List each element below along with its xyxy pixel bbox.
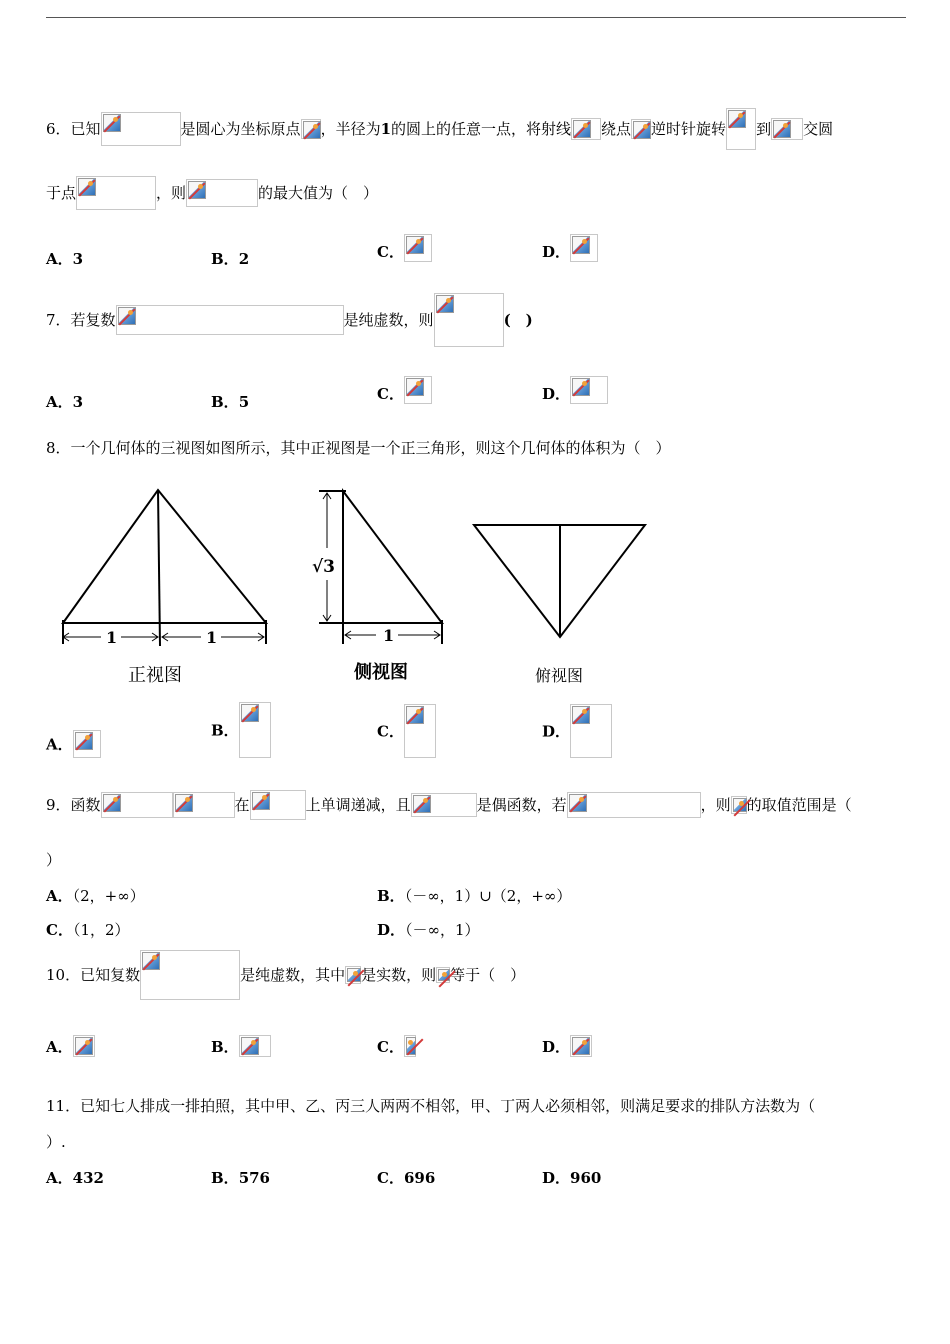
formula-image-icon: [731, 796, 747, 814]
q7-option-d: D．: [542, 376, 608, 404]
front-dim-left: 1: [106, 628, 118, 647]
q8-stem: 8．一个几何体的三视图如图所示，其中正视图是一个正三角形，则这个几何体的体积为（ ）: [46, 439, 671, 457]
formula-image-icon: [140, 950, 240, 1000]
formula-image-icon: [186, 179, 258, 207]
front-view: [63, 490, 266, 646]
q6-text: ，半径为: [320, 120, 381, 138]
formula-image-icon: [345, 966, 361, 984]
q10-option-b: B．: [211, 1035, 271, 1057]
formula-image-icon: [404, 376, 432, 404]
q11-option-a: A．432: [46, 1169, 104, 1187]
q6-text: 是圆心为坐标原点: [180, 120, 301, 138]
formula-image-icon: [250, 790, 306, 820]
q10-text: 10．已知复数: [46, 966, 141, 984]
q6-option-d: D．: [542, 234, 598, 262]
formula-image-icon: [76, 176, 156, 210]
q10-text: 等于（ ）: [450, 966, 526, 984]
q8-option-c: C．: [377, 704, 436, 758]
q6-line1: [46, 108, 833, 150]
formula-image-icon: [239, 702, 271, 758]
q6-text: 绕点: [601, 120, 632, 138]
q11-option-c: C．696: [377, 1169, 436, 1187]
formula-image-icon: [631, 119, 651, 139]
q10-text: 是纯虚数，其中: [240, 966, 346, 984]
formula-image-icon: [173, 792, 235, 818]
q6-text: 到: [756, 120, 772, 138]
q10-option-a: A．: [46, 1035, 95, 1057]
formula-image-icon: [436, 967, 450, 983]
q7-text: 7．若复数: [46, 311, 116, 329]
q11-line2: ）.: [46, 1133, 66, 1151]
formula-image-icon: [411, 793, 477, 817]
q8-option-b: B．: [211, 702, 271, 758]
q9-text: 在: [234, 796, 250, 814]
formula-image-icon: [570, 234, 598, 262]
q9-line1: [46, 790, 852, 820]
q9-text: 9．函数: [46, 796, 101, 814]
q6-text: 的最大值为（ ）: [258, 184, 379, 202]
q9-text: 是偶函数，若: [476, 796, 567, 814]
formula-image-icon: [116, 305, 344, 335]
formula-image-icon: [434, 293, 504, 347]
q7-text: ( ): [503, 311, 533, 329]
q7-line1: [46, 293, 533, 347]
three-view-figure: [46, 480, 666, 695]
q8-option-a: A．: [46, 730, 101, 758]
q9-option-b: B．（－∞，1）∪（2，+∞）: [377, 887, 572, 905]
q9-option-a: A．（2，+∞）: [46, 887, 145, 905]
formula-image-icon: [301, 119, 321, 139]
q10-option-d: D．: [542, 1035, 592, 1057]
formula-image-icon: [571, 118, 601, 140]
top-view-caption: 俯视图: [535, 666, 584, 685]
top-rule: [46, 17, 906, 18]
formula-image-icon: [101, 792, 173, 818]
q9-text: ，则: [700, 796, 731, 814]
q10-text: 是实数，则: [361, 966, 437, 984]
q9-option-c: C．（1，2）: [46, 921, 130, 939]
side-dim-height: √3: [312, 557, 336, 577]
side-view-caption: 侧视图: [354, 662, 408, 683]
formula-image-icon: [570, 1035, 592, 1057]
formula-image-icon: [239, 1035, 271, 1057]
formula-image-icon: [567, 792, 701, 818]
side-dim-base: 1: [383, 626, 395, 645]
side-view: [319, 491, 442, 644]
q6-radius: 1: [380, 120, 392, 138]
formula-image-icon: [726, 108, 756, 150]
q9-line2: ）: [46, 851, 62, 869]
formula-image-icon: [404, 1035, 416, 1057]
q6-text: 交圆: [803, 120, 834, 138]
q6-option-a: A．3: [46, 250, 84, 268]
q10-line1: [46, 950, 525, 1000]
q11-line1: 11．已知七人排成一排拍照，其中甲、乙、丙三人两两不相邻，甲、丁两人必须相邻，则满足要求的排队方法数为（: [46, 1097, 816, 1115]
q6-text: 于点: [46, 184, 77, 202]
formula-image-icon: [570, 704, 612, 758]
formula-image-icon: [570, 376, 608, 404]
q10-option-c: C．: [377, 1035, 416, 1057]
q7-option-c: C．: [377, 376, 432, 404]
q9-option-d: D．（－∞，1）: [377, 921, 480, 939]
formula-image-icon: [404, 704, 436, 758]
q7-option-a: A．3: [46, 393, 84, 411]
top-view: [474, 525, 645, 637]
q8-option-d: D．: [542, 704, 612, 758]
q11-option-b: B．576: [211, 1169, 270, 1187]
formula-image-icon: [101, 112, 181, 146]
front-view-caption: 正视图: [128, 665, 182, 686]
q9-text: 上单调递减，且: [305, 796, 411, 814]
q6-text: 6．已知: [46, 120, 101, 138]
q6-text: ，则: [156, 184, 187, 202]
formula-image-icon: [73, 730, 101, 758]
q6-text: 的圆上的任意一点，将射线: [391, 120, 572, 138]
q6-option-b: B．2: [211, 250, 250, 268]
formula-image-icon: [73, 1035, 95, 1057]
front-dim-right: 1: [206, 628, 218, 647]
q6-option-c: C．: [377, 234, 432, 262]
formula-image-icon: [404, 234, 432, 262]
formula-image-icon: [771, 118, 803, 140]
q7-option-b: B．5: [211, 393, 250, 411]
q6-line2: [46, 176, 378, 210]
q9-text: 的取值范围是（: [746, 796, 852, 814]
q7-text: 是纯虚数，则: [343, 311, 434, 329]
q11-option-d: D．960: [542, 1169, 602, 1187]
q6-text: 逆时针旋转: [651, 120, 727, 138]
